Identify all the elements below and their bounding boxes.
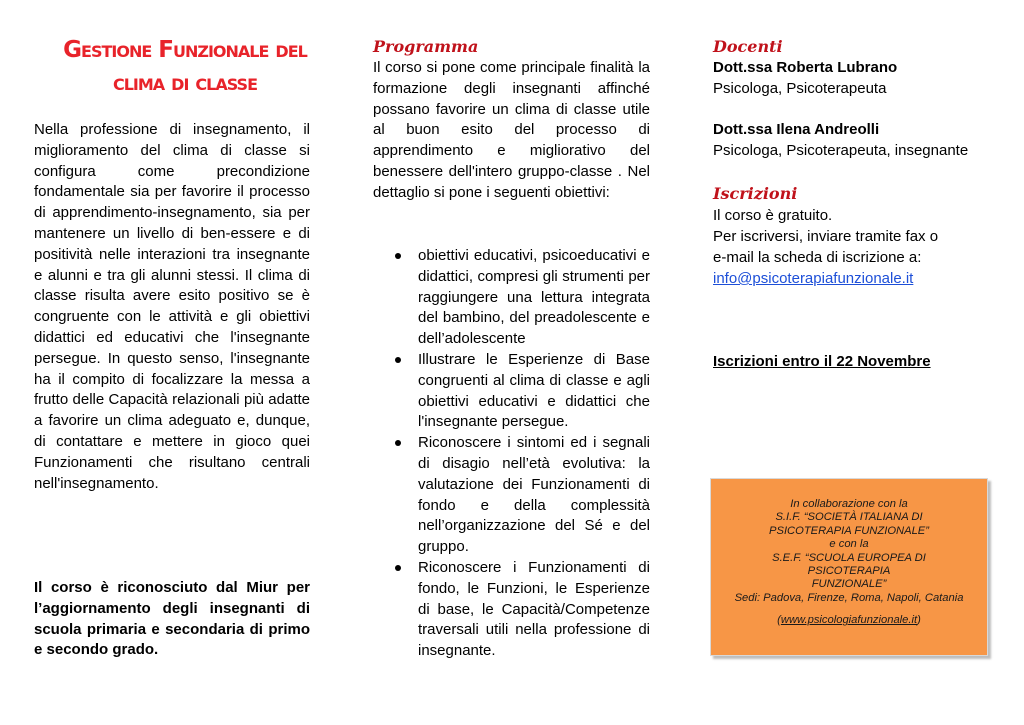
- list-item: [373, 350, 650, 433]
- bullet-icon: [395, 440, 401, 446]
- signup-instructions-1: Per iscriversi, inviare tramite fax o: [713, 228, 939, 245]
- title-line-1: Gestione Funzionale del: [63, 37, 307, 63]
- intro-paragraph: Nella professione di insegnamento, il miglioramento del clima di classe si configura come precondizione fondamentale sia per favorire il processo di apprendimento-insegnamento, sia per mantenere un livello di ben-essere e di positività nelle interazioni tra insegnante e alunni e tra gli alunni stessi. Il clima di classe risulta avere esito positivo se è congruente con le attività e gli obiettivi didattici ed educativi che l'insegnante persegue. In questo senso, l'insegnante ha il compito di focalizzare la messa a frutto delle Capacità relazionali più adatte a favorire un clima adeguato e, dunque, di contattare e mettere in gioco quei Funzionamenti che risultano centrali nell'insegnamento.: [34, 121, 310, 492]
- iscrizioni-heading: Iscrizioni: [713, 184, 798, 203]
- email-link[interactable]: info@psicoterapiafunzionale.it: [713, 270, 914, 287]
- title-line-2: clima di classe: [112, 70, 258, 96]
- teacher-2-name: Dott.ssa Ilena Andreolli: [713, 121, 880, 138]
- free-course-text: Il corso è gratuito.: [713, 207, 833, 224]
- box-line: S.I.F. “SOCIETÀ ITALIANA DI: [775, 511, 923, 524]
- brochure-title: [40, 34, 330, 100]
- bullet-icon: [395, 357, 401, 363]
- bullet-icon: [395, 253, 401, 259]
- docenti-heading: Docenti: [713, 37, 783, 56]
- box-line: PSICOTERAPIA: [807, 565, 891, 578]
- programma-heading: Programma: [373, 37, 479, 56]
- signup-instructions-2: e-mail la scheda di iscrizione a:: [713, 249, 922, 266]
- teacher-1-role: Psicologa, Psicoterapeuta: [713, 80, 887, 97]
- teacher-1-name: Dott.ssa Roberta Lubrano: [713, 59, 898, 76]
- miur-recognition: Il corso è riconosciuto dal Miur per l’aggiornamento degli insegnanti di scuola primaria e secondaria di primo e secondo grado.: [34, 579, 310, 659]
- list-item: [373, 558, 650, 662]
- box-line: e con la: [829, 538, 869, 551]
- box-line: Sedi: Padova, Firenze, Roma, Napoli, Catania: [734, 591, 964, 604]
- objective-text: Illustrare le Esperienze di Base congruenti al clima di classe e agli obiettivi educativi e didattici che l'insegnante persegue.: [418, 350, 650, 431]
- box-line: S.E.F. “SCUOLA EUROPEA DI: [772, 551, 926, 564]
- box-line: In collaborazione con la: [790, 498, 908, 510]
- programma-text: Il corso si pone come principale finalità la formazione degli insegnanti affinché possano favorire un clima di classe utile al buon esito del processo di apprendimento e migliorativo del benessere dell'intero gruppo-classe . Nel dettaglio si pone i seguenti obiettivi:: [373, 59, 650, 201]
- teacher-2-role: Psicologa, Psicoterapeuta, insegnante: [713, 142, 969, 159]
- objective-text: obiettivi educativi, psicoeducativi e didattici, compresi gli strumenti per raggiungere una lettura integrata del bambino, del preadolescente e dell’adolescente: [418, 247, 650, 348]
- signup-deadline: Iscrizioni entro il 22 Novembre: [713, 353, 931, 370]
- bullet-icon: [395, 565, 401, 571]
- website-line: (www.psicologiafunzionale.it): [777, 614, 921, 627]
- list-item: [373, 433, 650, 558]
- website-link[interactable]: www.psicologiafunzionale.it: [780, 614, 918, 627]
- objectives-list: [373, 246, 650, 662]
- box-line: FUNZIONALE”: [811, 578, 887, 591]
- box-line: PSICOTERAPIA FUNZIONALE”: [769, 524, 929, 537]
- collaboration-box: [710, 478, 988, 656]
- list-item: [373, 246, 650, 350]
- objective-text: Riconoscere i Funzionamenti di fondo, le Funzioni, le Esperienze di base, le Capacità/Competenze traversali utili nella professione di insegnante.: [418, 558, 650, 660]
- objective-text: Riconoscere i sintomi ed i segnali di disagio nell’età evolutiva: la valutazione dei Funzionamenti di fondo e della complessità nell’organizzazione del Sé e del gruppo.: [418, 434, 650, 556]
